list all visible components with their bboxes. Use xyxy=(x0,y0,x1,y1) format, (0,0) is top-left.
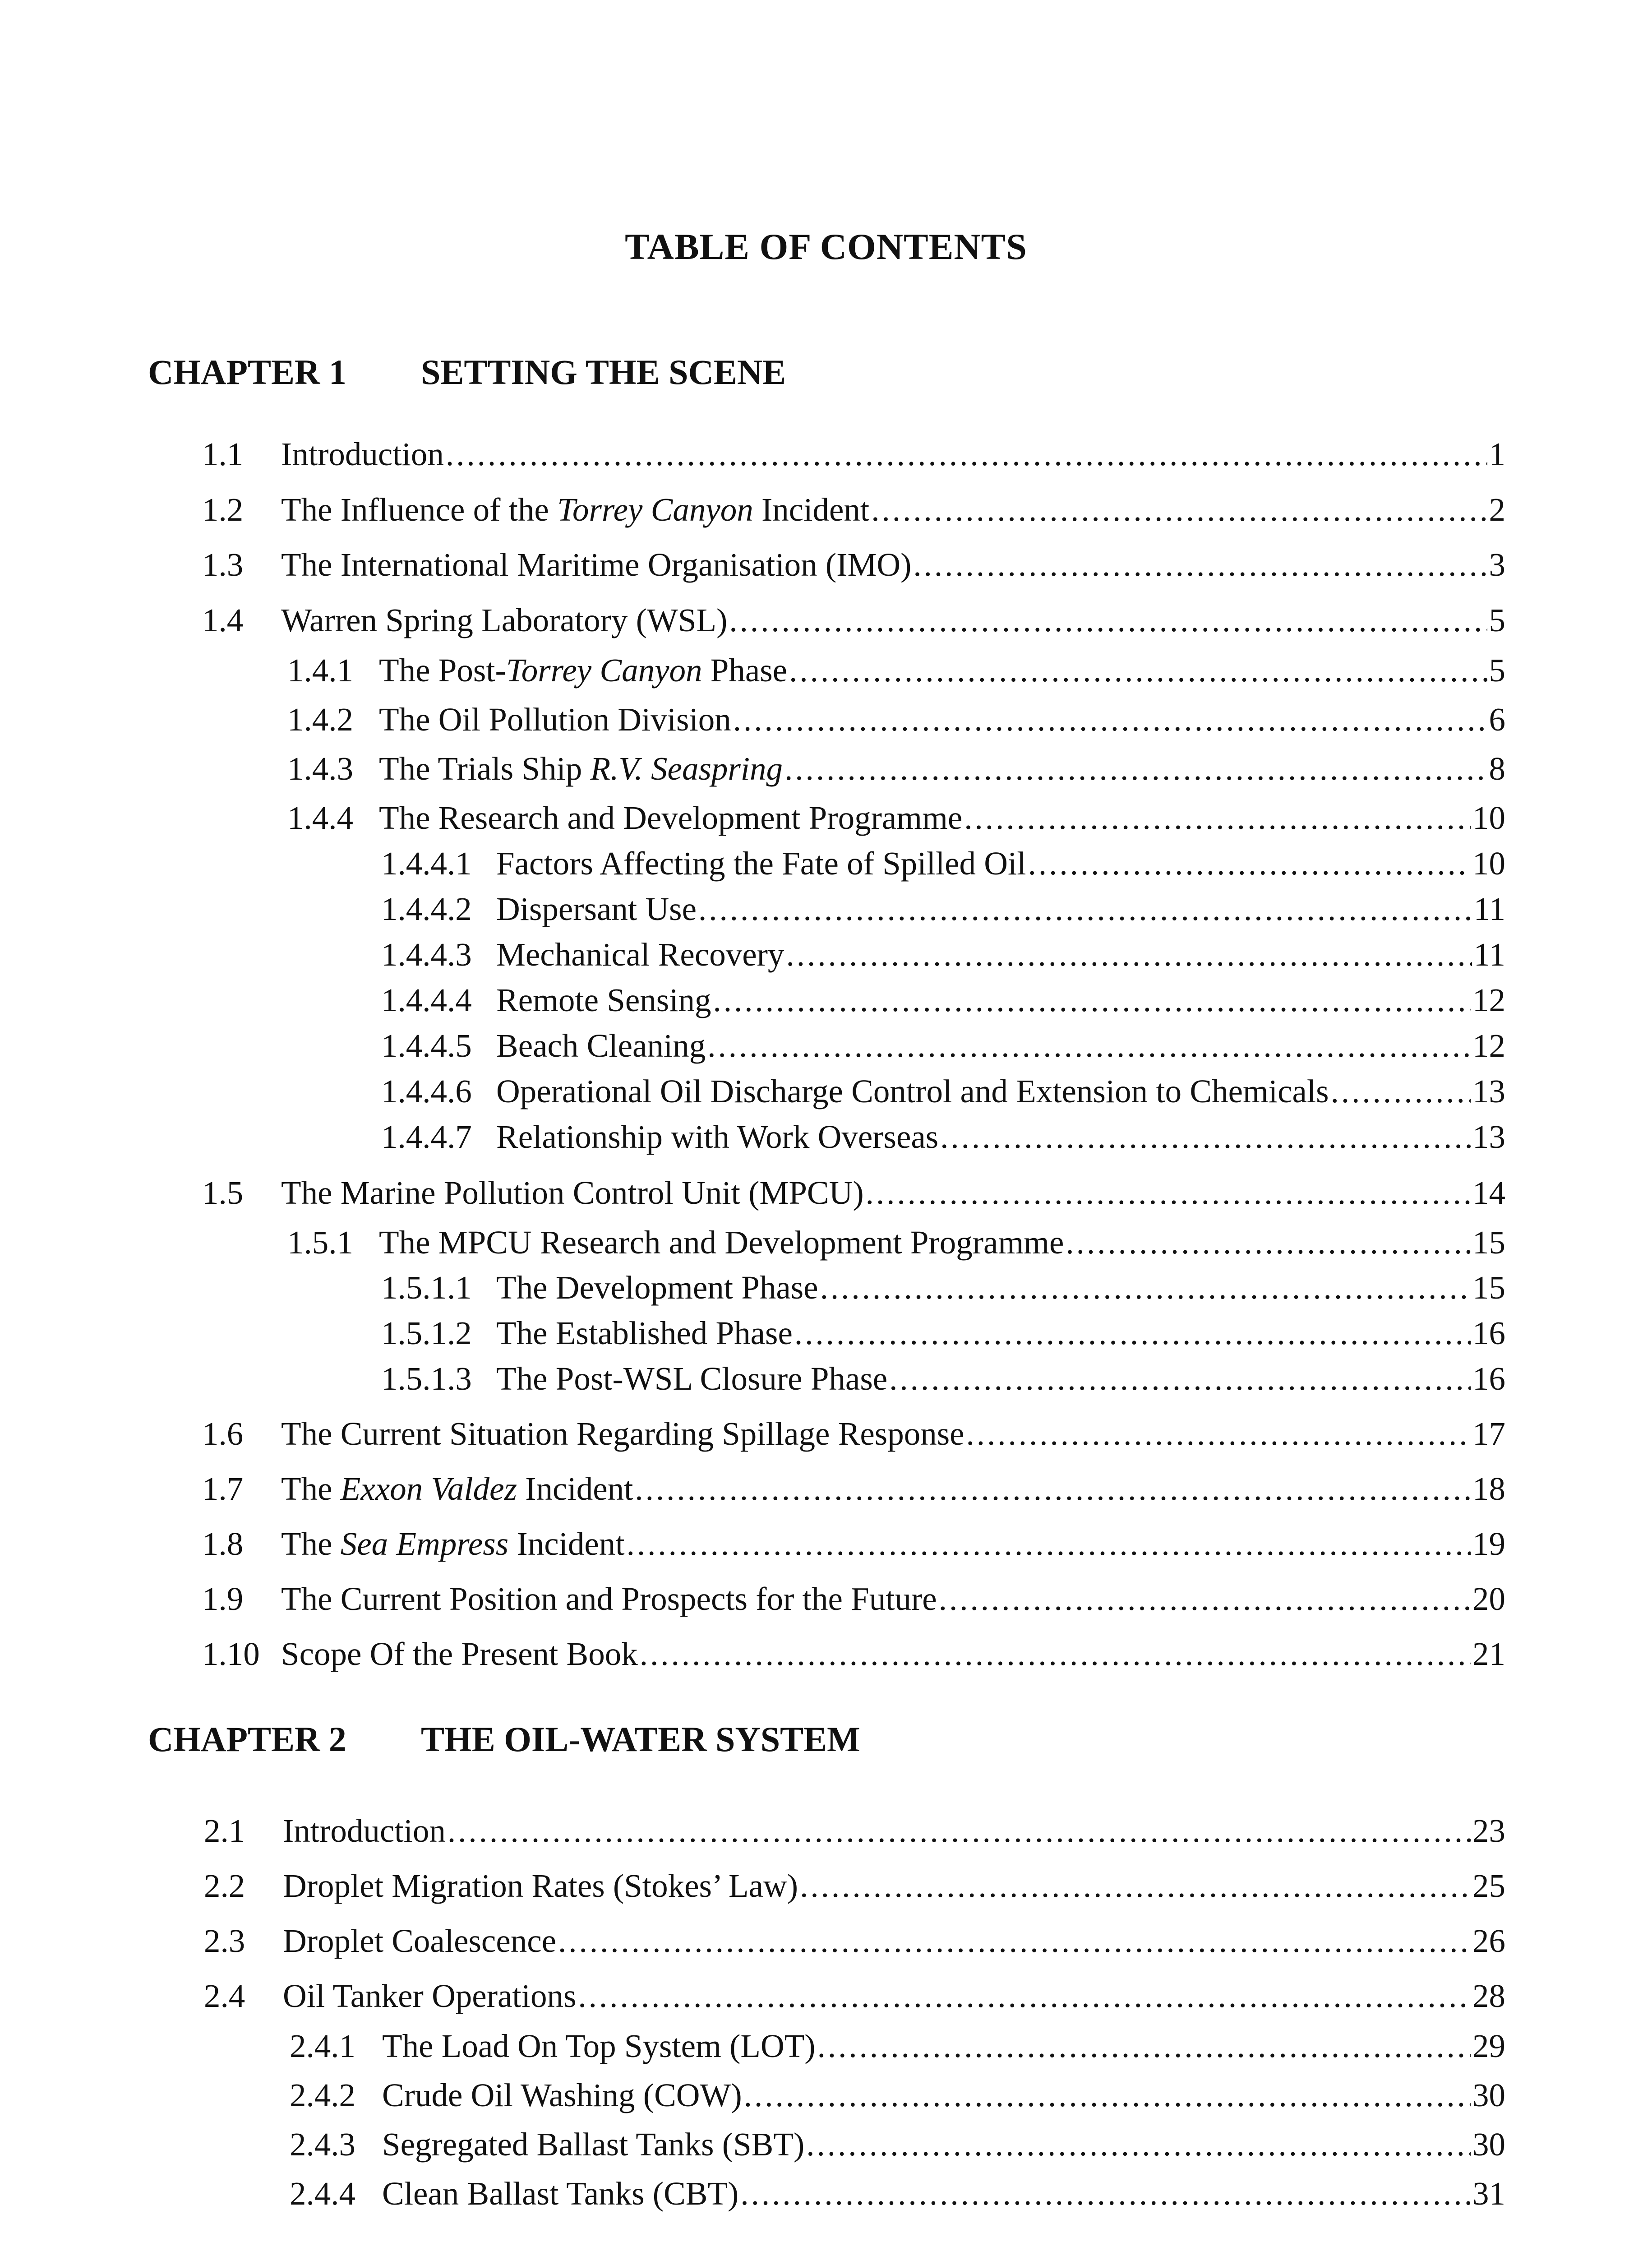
entry-number: 2.4.2 xyxy=(290,2077,355,2113)
leader-dots xyxy=(627,1525,1471,1563)
leader-dots xyxy=(446,435,1487,473)
entry-number: 1.4 xyxy=(202,602,244,638)
entry-title: The Sea Empress Incident xyxy=(281,1526,625,1562)
toc-entry[interactable] xyxy=(202,598,1505,643)
entry-number: 1.1 xyxy=(202,436,244,472)
entry-page: 31 xyxy=(1472,2175,1505,2212)
entry-page: 16 xyxy=(1472,1315,1505,1351)
toc-entry[interactable] xyxy=(202,1170,1505,1216)
leader-dots xyxy=(866,1174,1471,1212)
entry-page: 5 xyxy=(1489,602,1505,638)
entry-page: 28 xyxy=(1472,1978,1505,2014)
chapter-title: THE OIL-WATER SYSTEM xyxy=(421,1720,860,1759)
chapter-heading xyxy=(148,352,786,393)
entry-title: The Development Phase xyxy=(496,1269,818,1306)
entry-number: 1.4.4.3 xyxy=(381,936,472,973)
leader-dots xyxy=(707,1027,1471,1065)
toc-entry[interactable] xyxy=(381,1265,1505,1310)
page-title: TABLE OF CONTENTS xyxy=(625,226,1027,267)
entry-title: The Marine Pollution Control Unit (MPCU) xyxy=(281,1174,864,1211)
entry-page: 10 xyxy=(1472,845,1505,882)
entry-number: 1.9 xyxy=(202,1581,244,1617)
toc-entry[interactable] xyxy=(290,2073,1505,2118)
leader-dots xyxy=(966,1415,1471,1453)
entry-number: 1.10 xyxy=(202,1636,260,1672)
entry-number: 2.4 xyxy=(204,1978,245,2014)
entry-page: 5 xyxy=(1489,652,1505,689)
toc-entry[interactable] xyxy=(290,2122,1505,2167)
entry-number: 2.4.1 xyxy=(290,2028,355,2064)
toc-entry[interactable] xyxy=(381,1114,1505,1160)
entry-number: 1.5.1 xyxy=(287,1224,353,1261)
toc-entry[interactable] xyxy=(287,795,1505,841)
leader-dots xyxy=(964,799,1471,837)
leader-dots xyxy=(913,546,1487,584)
toc-entry[interactable] xyxy=(287,697,1505,742)
entry-number: 1.4.4.1 xyxy=(381,845,472,882)
entry-page: 2 xyxy=(1489,491,1505,528)
entry-title: The Oil Pollution Division xyxy=(379,701,731,738)
toc-entry[interactable] xyxy=(202,487,1505,532)
entry-page: 17 xyxy=(1472,1415,1505,1452)
entry-page: 13 xyxy=(1472,1073,1505,1110)
leader-dots xyxy=(871,491,1487,529)
entry-title: Warren Spring Laboratory (WSL) xyxy=(281,602,728,638)
entry-title: The Post-Torrey Canyon Phase xyxy=(379,652,788,689)
toc-entry[interactable] xyxy=(202,1521,1505,1567)
entry-title: Oil Tanker Operations xyxy=(283,1978,577,2014)
entry-page: 12 xyxy=(1472,1027,1505,1064)
entry-number: 1.4.3 xyxy=(287,750,353,787)
entry-title: The Post-WSL Closure Phase xyxy=(496,1360,888,1397)
entry-number: 1.4.4.7 xyxy=(381,1119,472,1155)
entry-page: 20 xyxy=(1472,1581,1505,1617)
entry-page: 3 xyxy=(1489,546,1505,583)
toc-entry[interactable] xyxy=(381,841,1505,886)
entry-page: 19 xyxy=(1472,1526,1505,1562)
toc-entry[interactable] xyxy=(204,1808,1505,1854)
leader-dots xyxy=(889,1360,1471,1398)
leader-dots xyxy=(640,1635,1471,1673)
leader-dots xyxy=(729,601,1487,639)
leader-dots xyxy=(1331,1073,1471,1110)
entry-page: 26 xyxy=(1472,1923,1505,1959)
entry-title: Remote Sensing xyxy=(496,982,711,1018)
toc-entry[interactable] xyxy=(204,1863,1505,1909)
toc-entry[interactable] xyxy=(381,1023,1505,1068)
entry-page: 13 xyxy=(1472,1119,1505,1155)
leader-dots xyxy=(558,1922,1471,1960)
entry-title: The International Maritime Organisation (IMO) xyxy=(281,546,912,583)
toc-entry[interactable] xyxy=(381,887,1505,932)
toc-entry[interactable] xyxy=(202,542,1505,587)
entry-title: Crude Oil Washing (COW) xyxy=(382,2077,742,2113)
entry-page: 11 xyxy=(1473,891,1505,927)
toc-entry[interactable] xyxy=(290,2171,1505,2216)
entry-number: 1.2 xyxy=(202,491,244,528)
entry-title: Beach Cleaning xyxy=(496,1027,706,1064)
entry-page: 15 xyxy=(1472,1224,1505,1261)
toc-entry[interactable] xyxy=(204,1974,1505,2019)
entry-number: 2.4.3 xyxy=(290,2126,355,2163)
toc-entry[interactable] xyxy=(287,648,1505,693)
entry-page: 23 xyxy=(1472,1812,1505,1849)
entry-title: Droplet Migration Rates (Stokes’ Law) xyxy=(283,1868,798,1904)
entry-page: 29 xyxy=(1472,2028,1505,2064)
toc-entry[interactable] xyxy=(381,1069,1505,1114)
toc-entry[interactable] xyxy=(381,1311,1505,1356)
entry-number: 1.5.1.1 xyxy=(381,1269,472,1306)
entry-number: 1.4.4.4 xyxy=(381,982,472,1018)
entry-page: 12 xyxy=(1472,982,1505,1018)
entry-page: 11 xyxy=(1473,936,1505,973)
toc-entry[interactable] xyxy=(381,978,1505,1023)
entry-page: 18 xyxy=(1472,1470,1505,1507)
toc-entry[interactable] xyxy=(202,1466,1505,1512)
leader-dots xyxy=(817,2027,1471,2065)
entry-title: The Exxon Valdez Incident xyxy=(281,1470,633,1507)
entry-page: 14 xyxy=(1472,1174,1505,1211)
chapter-number: CHAPTER 1 xyxy=(148,352,346,392)
leader-dots xyxy=(448,1812,1471,1850)
entry-page: 25 xyxy=(1472,1868,1505,1904)
entry-title: Segregated Ballast Tanks (SBT) xyxy=(382,2126,805,2163)
leader-dots xyxy=(635,1470,1471,1508)
entry-page: 8 xyxy=(1489,750,1505,787)
chapter-title: SETTING THE SCENE xyxy=(421,352,786,392)
leader-dots xyxy=(713,981,1471,1019)
entry-number: 1.5.1.3 xyxy=(381,1360,472,1397)
leader-dots xyxy=(789,652,1487,689)
entry-number: 1.4.4.6 xyxy=(381,1073,472,1110)
entry-number: 1.4.4.5 xyxy=(381,1027,472,1064)
entry-number: 2.1 xyxy=(204,1812,245,1849)
toc-entry[interactable] xyxy=(202,1576,1505,1622)
leader-dots xyxy=(786,936,1472,974)
entry-number: 2.2 xyxy=(204,1868,245,1904)
entry-title: The Current Position and Prospects for the Future xyxy=(281,1581,937,1617)
entry-title: Clean Ballast Tanks (CBT) xyxy=(382,2175,739,2212)
leader-dots xyxy=(733,701,1487,739)
entry-title: Dispersant Use xyxy=(496,891,697,927)
entry-title: The Trials Ship R.V. Seaspring xyxy=(379,750,783,787)
toc-entry[interactable] xyxy=(381,932,1505,977)
entry-title: The MPCU Research and Development Programme xyxy=(379,1224,1064,1261)
leader-dots xyxy=(820,1269,1471,1307)
leader-dots xyxy=(578,1977,1471,2015)
toc-entry[interactable] xyxy=(287,1220,1505,1265)
leader-dots xyxy=(794,1314,1471,1352)
leader-dots xyxy=(1028,845,1471,883)
entry-number: 1.5.1.2 xyxy=(381,1315,472,1351)
toc-entry[interactable] xyxy=(202,432,1505,477)
entry-title: Introduction xyxy=(283,1812,446,1849)
entry-title: The Established Phase xyxy=(496,1315,793,1351)
leader-dots xyxy=(800,1867,1471,1905)
entry-page: 10 xyxy=(1472,800,1505,836)
entry-number: 1.4.2 xyxy=(287,701,353,738)
entry-number: 1.5 xyxy=(202,1174,244,1211)
toc-entry[interactable] xyxy=(287,746,1505,791)
entry-number: 1.7 xyxy=(202,1470,244,1507)
toc-entry[interactable] xyxy=(204,1919,1505,1964)
leader-dots xyxy=(784,750,1487,788)
entry-title: The Current Situation Regarding Spillage Response xyxy=(281,1415,964,1452)
entry-title: Mechanical Recovery xyxy=(496,936,784,973)
leader-dots xyxy=(698,890,1472,928)
entry-page: 16 xyxy=(1472,1360,1505,1397)
entry-number: 2.4.4 xyxy=(290,2175,355,2212)
entry-title: Operational Oil Discharge Control and Extension to Chemicals xyxy=(496,1073,1329,1110)
entry-number: 1.6 xyxy=(202,1415,244,1452)
entry-page: 21 xyxy=(1472,1636,1505,1672)
entry-number: 1.4.4.2 xyxy=(381,891,472,927)
entry-title: Introduction xyxy=(281,436,444,472)
leader-dots xyxy=(806,2126,1471,2164)
entry-title: Factors Affecting the Fate of Spilled Oil xyxy=(496,845,1026,882)
entry-title: The Research and Development Programme xyxy=(379,800,963,836)
entry-number: 1.4.1 xyxy=(287,652,353,689)
entry-page: 30 xyxy=(1472,2126,1505,2163)
leader-dots xyxy=(740,2175,1471,2213)
chapter-heading xyxy=(148,1719,860,1760)
entry-number: 2.3 xyxy=(204,1923,245,1959)
entry-number: 1.3 xyxy=(202,546,244,583)
toc-entry[interactable] xyxy=(290,2024,1505,2069)
entry-title: Droplet Coalescence xyxy=(283,1923,557,1959)
entry-page: 6 xyxy=(1489,701,1505,738)
chapter-number: CHAPTER 2 xyxy=(148,1720,346,1759)
entry-page: 1 xyxy=(1489,436,1505,472)
leader-dots xyxy=(940,1118,1471,1156)
entry-page: 30 xyxy=(1472,2077,1505,2113)
entry-page: 15 xyxy=(1472,1269,1505,1306)
toc-entry[interactable] xyxy=(202,1411,1505,1456)
entry-title: The Influence of the Torrey Canyon Incident xyxy=(281,491,870,528)
entry-title: Relationship with Work Overseas xyxy=(496,1119,939,1155)
leader-dots xyxy=(1066,1224,1471,1262)
entry-number: 1.8 xyxy=(202,1526,244,1562)
entry-title: The Load On Top System (LOT) xyxy=(382,2028,816,2064)
leader-dots xyxy=(744,2076,1471,2114)
entry-number: 1.4.4 xyxy=(287,800,353,836)
toc-entry[interactable] xyxy=(381,1356,1505,1401)
entry-title: Scope Of the Present Book xyxy=(281,1636,638,1672)
leader-dots xyxy=(939,1580,1471,1618)
toc-entry[interactable] xyxy=(202,1632,1505,1677)
